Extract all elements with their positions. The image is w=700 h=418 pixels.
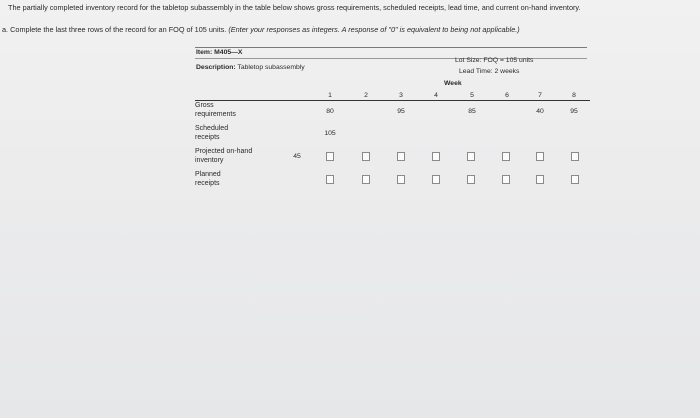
projected-input[interactable] [571,152,579,161]
question-intro: The partially completed inventory record for the tabletop subassembly in the table below shows gross requirements, scheduled receipts, lead time, and current on-hand inventory. [8,3,581,12]
week-label: Week [444,80,462,87]
projected-input[interactable] [326,152,334,161]
part-a-instruction: (Enter your responses as integers. A response of "0" is equivalent to being not applicable.) [228,25,520,34]
row-label-scheduled: Scheduled receipts [195,125,229,141]
scheduled-value: 105 [324,130,336,137]
planned-input[interactable] [326,175,334,184]
row-label-planned: Planned receipts [195,171,221,187]
item-label: Item: M405—X [196,49,243,56]
gross-value: 85 [468,108,476,115]
planned-input[interactable] [432,175,440,184]
projected-input[interactable] [502,152,510,161]
week-header: 4 [434,92,438,99]
question-part-a [2,25,520,34]
gross-value: 95 [570,108,578,115]
planned-input[interactable] [467,175,475,184]
projected-input[interactable] [362,152,370,161]
part-a-text: a. Complete the last three rows of the record for an FOQ of 105 units. [2,25,227,34]
lead-time: Lead Time: 2 weeks [459,68,520,75]
week-header: 7 [538,92,542,99]
planned-input[interactable] [397,175,405,184]
gross-value: 80 [326,108,334,115]
planned-input[interactable] [536,175,544,184]
week-header: 3 [399,92,403,99]
week-header: 1 [328,92,332,99]
gross-value: 40 [536,108,544,115]
projected-input[interactable] [432,152,440,161]
projected-input[interactable] [536,152,544,161]
week-header: 5 [470,92,474,99]
projected-input[interactable] [467,152,475,161]
projected-input[interactable] [397,152,405,161]
row-label-gross: Gross requirements [195,102,236,118]
week-header: 2 [364,92,368,99]
lot-size: Lot Size: FOQ = 105 units [455,57,534,64]
gross-value: 95 [397,108,405,115]
description-label: Description: [196,64,236,71]
week-header: 6 [505,92,509,99]
header-rule [195,100,590,101]
planned-input[interactable] [571,175,579,184]
row-label-projected: Projected on-hand inventory [195,148,253,164]
description-line [196,64,305,71]
planned-input[interactable] [502,175,510,184]
record-top-rule [195,47,587,48]
initial-on-hand: 45 [293,153,301,160]
week-header: 8 [572,92,576,99]
planned-input[interactable] [362,175,370,184]
description-value: Tabletop subassembly [237,64,305,71]
